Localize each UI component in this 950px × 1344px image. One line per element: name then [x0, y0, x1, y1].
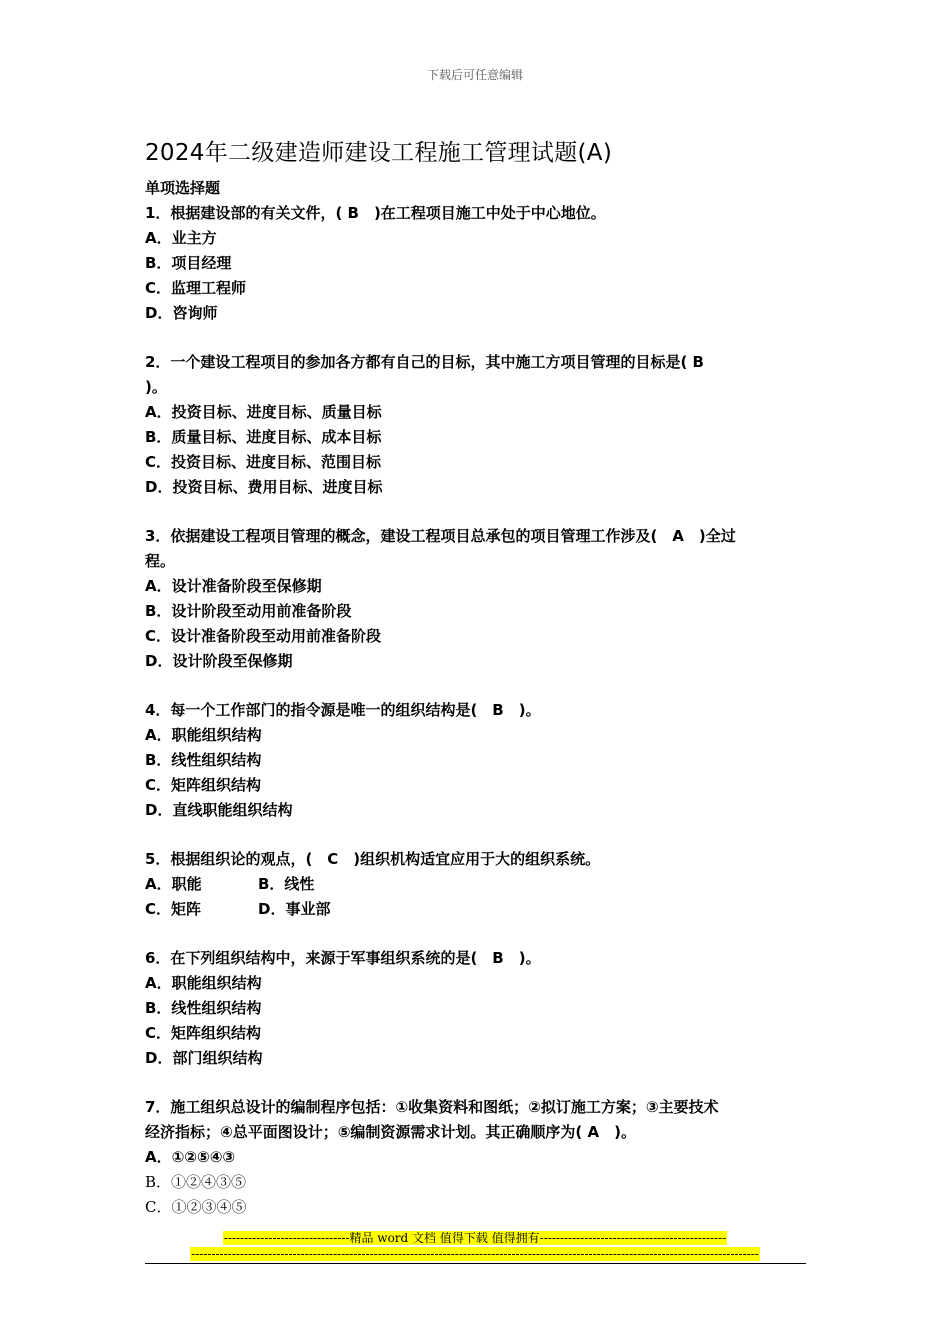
question-6-option-a: A．职能组织结构 [145, 974, 262, 992]
question-6-option-c: C．矩阵组织结构 [145, 1024, 262, 1042]
question-2-option-b: B．质量目标、进度目标、成本目标 [145, 428, 382, 446]
question-7-option-a: A．①②⑤④③ [145, 1148, 236, 1166]
question-3-stem-cont: 程。 [145, 552, 176, 570]
question-3-option-b: B．设计阶段至动用前准备阶段 [145, 602, 352, 620]
question-5-option-d: D．事业部 [258, 900, 331, 918]
question-7-option-b: B．①②④③⑤ [145, 1173, 247, 1191]
question-2-stem: 2．一个建设工程项目的参加各方都有自己的目标，其中施工方项目管理的目标是( B [145, 353, 704, 371]
question-6-stem: 6．在下列组织结构中，来源于军事组织系统的是( B )。 [145, 949, 541, 967]
question-2-stem-cont: )。 [145, 378, 167, 396]
question-5-option-c: C．矩阵 [145, 900, 202, 918]
question-7-stem-cont: 经济指标；④总平面图设计；⑤编制资源需求计划。其正确顺序为( A )。 [145, 1123, 636, 1141]
question-2-option-d: D．投资目标、费用目标、进度目标 [145, 478, 383, 496]
question-5-option-a: A．职能 [145, 875, 202, 893]
spacer [145, 326, 810, 350]
spacer [145, 500, 810, 524]
spacer [145, 674, 810, 698]
footer-banner-line-1 [0, 1230, 950, 1246]
question-4-option-c: C．矩阵组织结构 [145, 776, 262, 794]
question-4-option-b: B．线性组织结构 [145, 751, 262, 769]
spacer [145, 1071, 810, 1095]
question-5-options-row-2 [145, 897, 810, 922]
question-1-option-a: A．业主方 [145, 229, 217, 247]
question-1-option-c: C．监理工程师 [145, 279, 247, 297]
question-3-option-a: A．设计准备阶段至保修期 [145, 577, 322, 595]
section-heading: 单项选择题 [145, 179, 221, 197]
question-2-option-a: A．投资目标、进度目标、质量目标 [145, 403, 382, 421]
footer-banner-dashes: -------------------------------------------------------------------------------------------------------------------------------------------- [191, 1247, 759, 1261]
question-5-option-b: B．线性 [258, 875, 315, 893]
header-note: 下载后可任意编辑 [426, 68, 523, 82]
question-6-option-d: D．部门组织结构 [145, 1049, 263, 1067]
question-4-option-a: A．职能组织结构 [145, 726, 262, 744]
footer-banner-line-2 [0, 1246, 950, 1262]
question-1-stem: 1．根据建设部的有关文件，( B )在工程项目施工中处于中心地位。 [145, 204, 606, 222]
question-1-option-d: D．咨询师 [145, 304, 218, 322]
question-3-stem: 3．依据建设工程项目管理的概念，建设工程项目总承包的项目管理工作涉及( A )全过 [145, 527, 736, 545]
question-6-option-b: B．线性组织结构 [145, 999, 262, 1017]
document-body [145, 176, 810, 1220]
question-5-stem: 5．根据组织论的观点，( C )组织机构适宜应用于大的组织系统。 [145, 850, 601, 868]
spacer [145, 823, 810, 847]
question-4-stem: 4．每一个工作部门的指令源是唯一的组织结构是( B )。 [145, 701, 541, 719]
question-2-option-c: C．投资目标、进度目标、范围目标 [145, 453, 382, 471]
question-3-option-c: C．设计准备阶段至动用前准备阶段 [145, 627, 382, 645]
question-7-stem: 7．施工组织总设计的编制程序包括：①收集资料和图纸；②拟订施工方案；③主要技术 [145, 1098, 719, 1116]
document-title: 2024年二级建造师建设工程施工管理试题(A) [145, 140, 613, 166]
question-1-option-b: B．项目经理 [145, 254, 232, 272]
footer-banner-text: -------------------------------精品 word 文档 值得下载 值得拥有---------------------------------------------- [223, 1231, 727, 1245]
question-5-options-row-1 [145, 872, 810, 897]
question-7-option-c: C．①②③④⑤ [145, 1198, 247, 1216]
question-4-option-d: D．直线职能组织结构 [145, 801, 293, 819]
footer-rule [145, 1263, 806, 1264]
question-3-option-d: D．设计阶段至保修期 [145, 652, 293, 670]
spacer [145, 922, 810, 946]
